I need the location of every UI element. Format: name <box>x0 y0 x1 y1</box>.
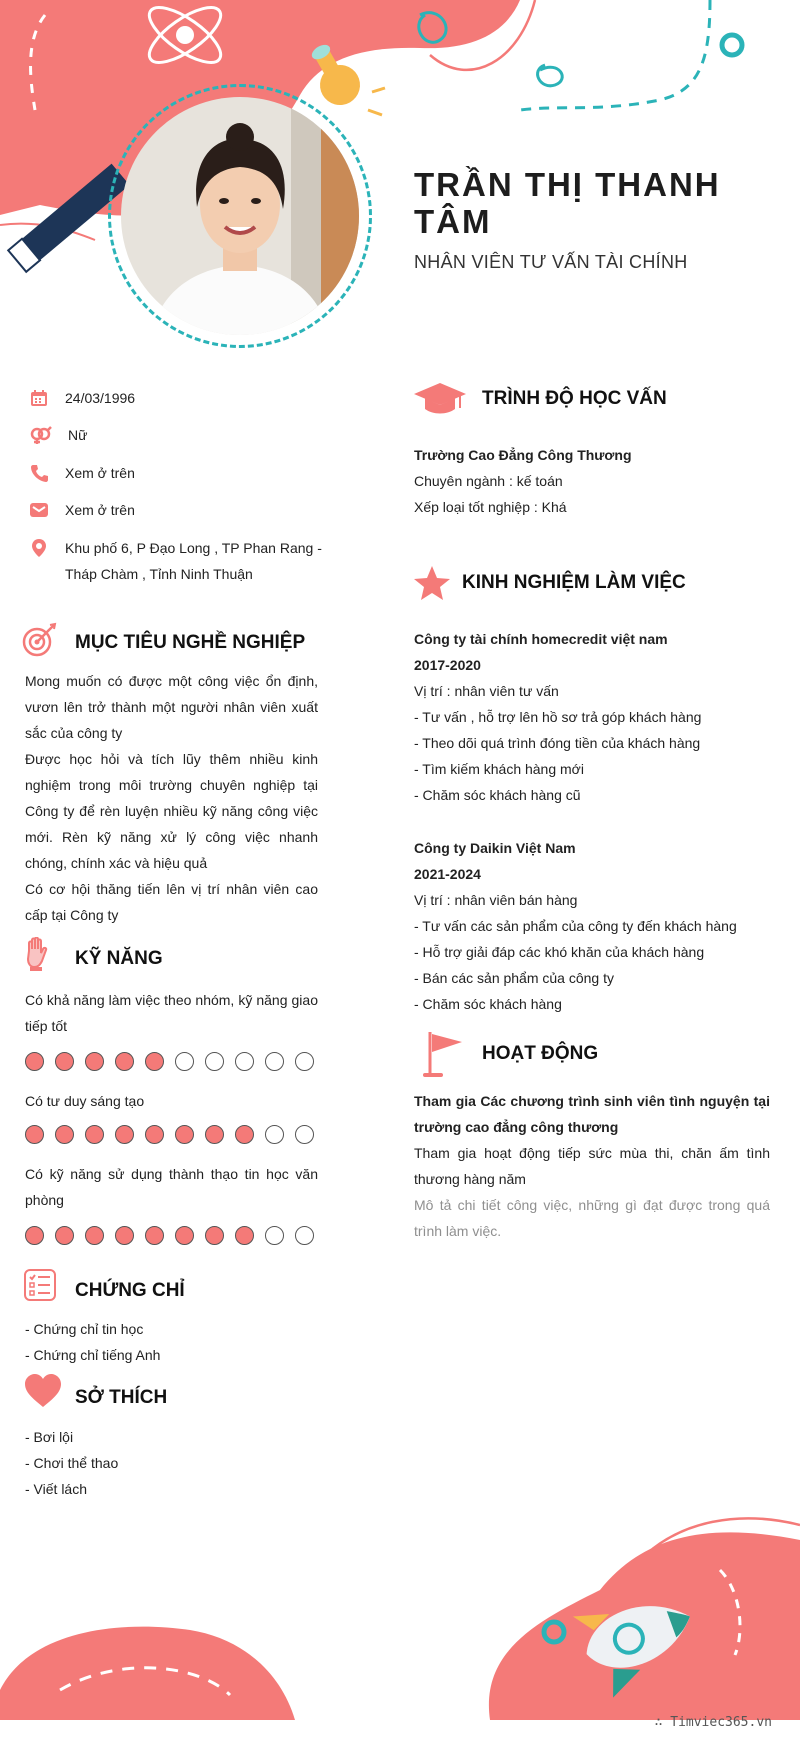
company-name: Công ty tài chính homecredit việt nam <box>414 631 668 647</box>
skill-dot-empty <box>265 1226 284 1245</box>
skill-dot-filled <box>55 1052 74 1071</box>
skill-dot-empty <box>265 1052 284 1071</box>
job-task: - Tìm kiếm khách hàng mới <box>414 761 584 777</box>
objective-paragraph: Được học hỏi và tích lũy thêm nhiều kinh nghiệm trong môi trường chuyên nghiệp tại Công ty để rèn luyện nhiều kỹ năng công việc mới. Rèn kỹ năng xử lý công việc nhanh chóng, chính xác và hiệu quả <box>25 751 318 871</box>
job-task: - Chăm sóc khách hàng <box>414 996 562 1012</box>
skill-dot-filled <box>205 1226 224 1245</box>
company-name: Công ty Daikin Việt Nam <box>414 840 576 856</box>
skill-dot-filled <box>85 1052 104 1071</box>
skill-label: Có khả năng làm việc theo nhóm, kỹ năng giao tiếp tốt <box>25 992 318 1034</box>
hobbies-title: SỞ THÍCH <box>75 1387 168 1408</box>
skill-label: Có tư duy sáng tạo <box>25 1093 145 1109</box>
skill-dot-filled <box>145 1226 164 1245</box>
list-item: - Chơi thể thao <box>25 1455 119 1471</box>
birthday-row <box>30 385 330 411</box>
gender-row <box>30 422 330 448</box>
skill-dot-empty <box>205 1052 224 1071</box>
job-entry <box>414 835 770 1017</box>
phone-row <box>30 460 330 486</box>
skill-dot-filled <box>85 1226 104 1245</box>
skill-dot-filled <box>145 1125 164 1144</box>
objective-paragraph: Mong muốn có được một công việc ổn định, vươn lên trở thành một người nhân viên xuất sắc của công ty <box>25 673 318 741</box>
heart-icon <box>24 1374 62 1408</box>
email-value: Xem ở trên <box>65 502 135 518</box>
gender-icon <box>30 426 52 444</box>
skills-title: KỸ NĂNG <box>75 948 163 969</box>
skill-label: Có kỹ năng sử dụng thành thạo tin học văn phòng <box>25 1166 318 1208</box>
job-period: 2017-2020 <box>414 657 481 673</box>
email-row <box>30 497 330 523</box>
address-row <box>30 535 330 587</box>
flag-icon <box>422 1030 466 1078</box>
major: Chuyên ngành : kế toán <box>414 473 563 489</box>
activity-detail: Tham gia hoạt động tiếp sức mùa thi, chăn ấm tình thương hàng năm <box>414 1145 770 1187</box>
activities-details <box>414 1088 770 1244</box>
skill-dot-filled <box>55 1125 74 1144</box>
activity-headline: Tham gia Các chương trình sinh viên tình nguyện tại trường cao đẳng công thương <box>414 1093 770 1135</box>
phone-value: Xem ở trên <box>65 465 135 481</box>
list-item: - Chứng chỉ tiếng Anh <box>25 1347 161 1363</box>
skill-dot-filled <box>235 1226 254 1245</box>
skill-dot-empty <box>295 1226 314 1245</box>
objective-title: MỤC TIÊU NGHỀ NGHIỆP <box>75 632 306 653</box>
phone-icon <box>30 464 48 482</box>
skill-dot-filled <box>145 1052 164 1071</box>
skill-dot-empty <box>175 1052 194 1071</box>
list-item: - Bơi lội <box>25 1429 74 1445</box>
skill-dot-filled <box>115 1052 134 1071</box>
skill-dot-empty <box>295 1125 314 1144</box>
skill-dot-filled <box>175 1125 194 1144</box>
activity-placeholder: Mô tả chi tiết công việc, những gì đạt được trong quá trình làm việc. <box>414 1197 770 1239</box>
skill-dot-filled <box>115 1226 134 1245</box>
objective-paragraph: Có cơ hội thăng tiến lên vị trí nhân viên cao cấp tại Công ty <box>25 881 318 923</box>
skill-dot-filled <box>115 1125 134 1144</box>
footer-decoration <box>0 1480 800 1739</box>
job-position: Vị trí : nhân viên tư vấn <box>414 683 559 699</box>
hand-icon <box>24 937 50 971</box>
job-task: - Chăm sóc khách hàng cũ <box>414 787 581 803</box>
job-task: - Tư vấn các sản phẩm của công ty đến khách hàng <box>414 918 737 934</box>
target-icon <box>22 622 58 658</box>
certificates-title: CHỨNG CHỈ <box>75 1280 185 1301</box>
skill-dot-filled <box>25 1226 44 1245</box>
skill-dot-filled <box>175 1226 194 1245</box>
skill-dot-empty <box>235 1052 254 1071</box>
education-details <box>414 442 770 520</box>
skill-dot-empty <box>295 1052 314 1071</box>
watermark: ∴ Timviec365.vn <box>654 1715 772 1730</box>
activities-title: HOẠT ĐỘNG <box>482 1043 599 1064</box>
job-task: - Tư vấn , hỗ trợ lên hồ sơ trả góp khách hàng <box>414 709 702 725</box>
skill-dot-filled <box>25 1052 44 1071</box>
location-pin-icon <box>30 539 48 557</box>
skill-dot-empty <box>265 1125 284 1144</box>
address-value: Khu phố 6, P Đạo Long , TP Phan Rang - Tháp Chàm , Tỉnh Ninh Thuận <box>65 540 322 582</box>
job-task: - Bán các sản phẩm của công ty <box>414 970 614 986</box>
graduation-cap-icon <box>413 381 467 415</box>
avatar <box>121 97 359 335</box>
candidate-name: TRẦN THỊ THANH TÂM <box>414 166 721 240</box>
gender-value: Nữ <box>68 427 88 443</box>
job-task: - Theo dõi quá trình đóng tiền của khách hàng <box>414 735 701 751</box>
calendar-icon <box>30 389 48 407</box>
checklist-icon <box>24 1269 56 1301</box>
grade: Xếp loại tốt nghiệp : Khá <box>414 499 567 515</box>
avatar-frame <box>108 84 372 348</box>
job-title: NHÂN VIÊN TƯ VẤN TÀI CHÍNH <box>414 252 688 272</box>
school-name: Trường Cao Đẳng Công Thương <box>414 447 632 463</box>
job-entry <box>414 626 770 808</box>
job-period: 2021-2024 <box>414 866 481 882</box>
skill-dot-filled <box>85 1125 104 1144</box>
job-position: Vị trí : nhân viên bán hàng <box>414 892 578 908</box>
skill-dot-filled <box>55 1226 74 1245</box>
skill-dot-filled <box>25 1125 44 1144</box>
experience-title: KINH NGHIỆM LÀM VIỆC <box>462 572 686 593</box>
skill-dot-filled <box>235 1125 254 1144</box>
list-item: - Viết lách <box>25 1481 87 1497</box>
certificates-list <box>25 1316 318 1368</box>
job-task: - Hỗ trợ giải đáp các khó khăn của khách hàng <box>414 944 705 960</box>
list-item: - Chứng chỉ tin học <box>25 1321 144 1337</box>
objective-text <box>25 668 318 928</box>
birthday-value: 24/03/1996 <box>65 390 136 406</box>
star-icon <box>413 565 451 601</box>
education-title: TRÌNH ĐỘ HỌC VẤN <box>482 388 667 409</box>
email-icon <box>30 501 48 519</box>
skill-dot-filled <box>205 1125 224 1144</box>
